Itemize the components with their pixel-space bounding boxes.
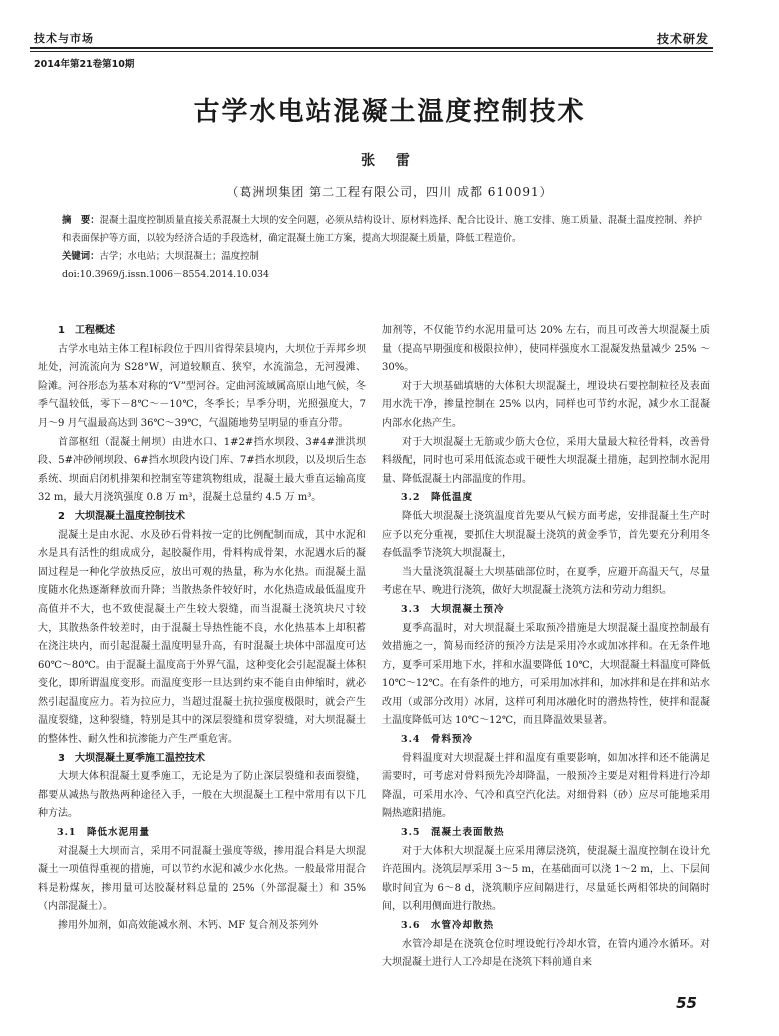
page-number: 55 bbox=[676, 994, 697, 1012]
paragraph: 对混凝土大坝而言，采用不同混凝土强度等级，掺用混合料是大坝混凝土一项值得重视的措施，可以节约水泥和减少水化热。一般最常用混合料是粉煤灰，掺用量可达胶凝材料总量的 25%（外部混凝土）和 35%（内部混凝土）。 bbox=[38, 845, 366, 913]
section-heading: 2 大坝混凝土温度控制技术 bbox=[58, 510, 185, 522]
paragraph: 混凝土是由水泥、水及砂石骨料按一定的比例配制而成，其中水泥和水是具有活性的组成成分，起胶凝作用，骨料构成骨架，水泥遇水后的凝固过程是一种化学放热反应，放出可观的热量，称为水化热。而混凝土温度随水化热逐渐释放而升降；当散热条件较好时，水化热造成最低温度升高值并不大，也不致使混凝土产生较大裂缝，而当混凝土浇筑块尺寸较大，其散热条件较差时，由于混凝土导热性能不良，水化热基本上却积蓄在浇注块内，而引起混凝土温度明显升高，有时混凝土块体中部温度可达 60℃～80℃。由于混凝土温度高于外界气温，这种变化会引起混凝土体积变化，即所谓温度变形。而温度变形一旦达到约束不能自由伸缩时，就必然引起温度应力。若为拉应力，当超过混凝土抗拉强度极限时，就会产生温度裂缝，这种裂缝，特别是其中的深层裂缝和贯穿裂缝，对大坝混凝土的整体性、耐久性和抗渗能力产生严重危害。 bbox=[38, 529, 366, 746]
header-rule-thick bbox=[30, 47, 713, 49]
paragraph: 降低大坝混凝土浇筑温度首先要从气候方面考虑，安排混凝土生产时应予以充分重视，要抓住大坝混凝土浇筑的黄金季节，首先要充分利用冬春低温季节浇筑大坝混凝土， bbox=[382, 510, 710, 560]
body-column-left bbox=[38, 322, 366, 936]
journal-section: 技术与市场 bbox=[34, 32, 94, 45]
keywords bbox=[62, 248, 702, 266]
paragraph: 当大量浇筑混凝土大坝基础部位时，在夏季，应避开高温天气，尽量考虑在早、晚进行浇筑，做好大坝混凝土浇筑方法和劳动力组织。 bbox=[382, 566, 710, 597]
paragraph: 骨料温度对大坝混凝土拌和温度有重要影响，如加冰拌和还不能满足需要时，可考虑对骨料预先冷却降温，一般预冷主要是对粗骨料进行冷却降温，可采用水冷、气冷和真空汽化法。对细骨料（砂）应尽可能地采用隔热遮阳措施。 bbox=[382, 752, 710, 820]
subsection-heading: 3.6 水管冷却散热 bbox=[401, 920, 495, 931]
subsection-heading: 3.3 大坝混凝土预冷 bbox=[401, 603, 505, 615]
paragraph: 古学水电站主体工程Ⅰ标段位于四川省得荣县境内，大坝位于弄邦乡坝址处，河流流向为 S28°W，河道较顺直、狭窄，水流湍急，无河漫滩、险滩。河谷形态为基本对称的“V”型河谷。定曲河流域属高原山地气候，冬季气温较低，零下－8℃～－10℃，冬季长；旱季分明，光照强度大，7 月～9 月气温最高达到 36℃～39℃，气温随地势呈明显的垂直分带。 bbox=[38, 343, 366, 429]
keywords-text: 古学；水电站；大坝混凝土；温度控制 bbox=[99, 251, 259, 262]
subsection-heading: 3.2 降低温度 bbox=[401, 492, 474, 504]
paragraph: 大坝大体积混凝土夏季施工，无论是为了防止深层裂缝和表面裂缝，都要从减热与散热两种途径入手，一般在大坝混凝土工程中常用有以下几种方法。 bbox=[38, 771, 366, 820]
abstract-text: 混凝土温度控制质量直接关系混凝土大坝的安全问题，必须从结构设计、原材料选择、配合比设计、施工安排、施工质量、混凝土温度控制、养护和表面保护等方面，以较为经济合适的手段选材，确定混凝土施工方案，提高大坝混凝土质量，降低工程造价。 bbox=[62, 215, 702, 244]
article-title: 古学水电站混凝土温度控制技术 bbox=[193, 97, 586, 127]
affiliation: （葛洲坝集团 第二工程有限公司，四川 成都 610091） bbox=[226, 185, 553, 199]
subsection-heading: 3.4 骨料预冷 bbox=[401, 734, 474, 746]
keywords-label: 关键词： bbox=[62, 251, 100, 262]
paragraph: 对于大体积大坝混凝土应采用薄层浇筑，使混凝土温度控制在设计允许范围内。浇筑层厚采用 3～5 m，在基础面可以浇 1～2 m，上、下层间歇时间宜为 6～8 d，浇筑顺序应间隔进行，尽量延长两相邻块的间隔时间，以利用侧面进行散热。 bbox=[382, 845, 710, 913]
doi: doi:10.3969/j.issn.1006－8554.2014.10.034 bbox=[62, 269, 269, 280]
body-column-right bbox=[382, 322, 710, 973]
abstract-label: 摘 要： bbox=[62, 215, 100, 226]
issue-info: 2014年第21卷第10期 bbox=[34, 59, 135, 70]
paragraph: 对于大坝混凝土无筋或少筋大仓位，采用大量最大粒径骨料，改善骨料级配，同时也可采用低流态或干硬性大坝混凝土措施，起到控制水泥用量、降低混凝土内部温度的作用。 bbox=[382, 436, 710, 485]
abstract bbox=[62, 212, 702, 248]
section-heading: 3 大坝混凝土夏季施工温控技术 bbox=[58, 752, 205, 764]
section-heading: 1 工程概述 bbox=[58, 325, 115, 336]
abstract-block bbox=[62, 212, 702, 284]
subsection-heading: 3.1 降低水泥用量 bbox=[57, 827, 151, 839]
paragraph: 掺用外加剂，如高效能减水剂、木钙、MF 复合剂及茶列外 bbox=[58, 920, 319, 931]
subsection-heading: 3.5 混凝土表面散热 bbox=[401, 827, 505, 839]
paragraph: 夏季高温时，对大坝混凝土采取预冷措施是大坝混凝土温度控制最有效措施之一，简易而经济的预冷方法是采用冷水或加冰拌和。在无条件地方，夏季可采用地下水，拌和水温要降低 10℃，大坝混凝土料温度可降低 10℃～12℃。在有条件的地方，可采用加冰拌和，加冰拌和是在拌和站水改用（或部分改用）冰屑，这样可利用冰融化时的潜热特性，使拌和混凝土温度降低可达 10℃～12℃，而且降温效果显著。 bbox=[382, 622, 710, 727]
column-name: 技术研发 bbox=[656, 32, 709, 46]
paragraph: 对于大坝基础填塘的大体积大坝混凝土，埋设块石要控制粒径及表面用水洗干净，掺量控制在 25% 以内，同样也可节约水泥，减少水工混凝内部水化热产生。 bbox=[382, 380, 710, 429]
header-rule-thin bbox=[30, 51, 713, 52]
author: 张 雷 bbox=[361, 153, 418, 169]
paragraph: 加剂等，不仅能节约水泥用量可达 20% 左右，而且可改善大坝混凝土质量（提高早期强度和极限拉伸），使同样强度水工混凝发热量减少 25% ～30%。 bbox=[382, 325, 710, 374]
paragraph: 水管冷却是在浇筑仓位时埋设蛇行冷却水管，在管内通冷水循环。对大坝混凝土进行人工冷却是在浇筑下料前通自来 bbox=[382, 938, 710, 969]
paragraph: 首部枢纽（混凝土闸坝）由进水口、1#2#挡水坝段、3#4#泄洪坝段、5#冲砂闸坝段、6#挡水坝段内设门库、7#挡水坝段，以及坝后生态系统、坝面启闭机排架和控制室等建筑物组成，混凝土最大垂直运输高度 32 m，最大月浇筑强度 0.8 万 m³，混凝土总量约 4.5 万 m³。 bbox=[38, 436, 366, 504]
